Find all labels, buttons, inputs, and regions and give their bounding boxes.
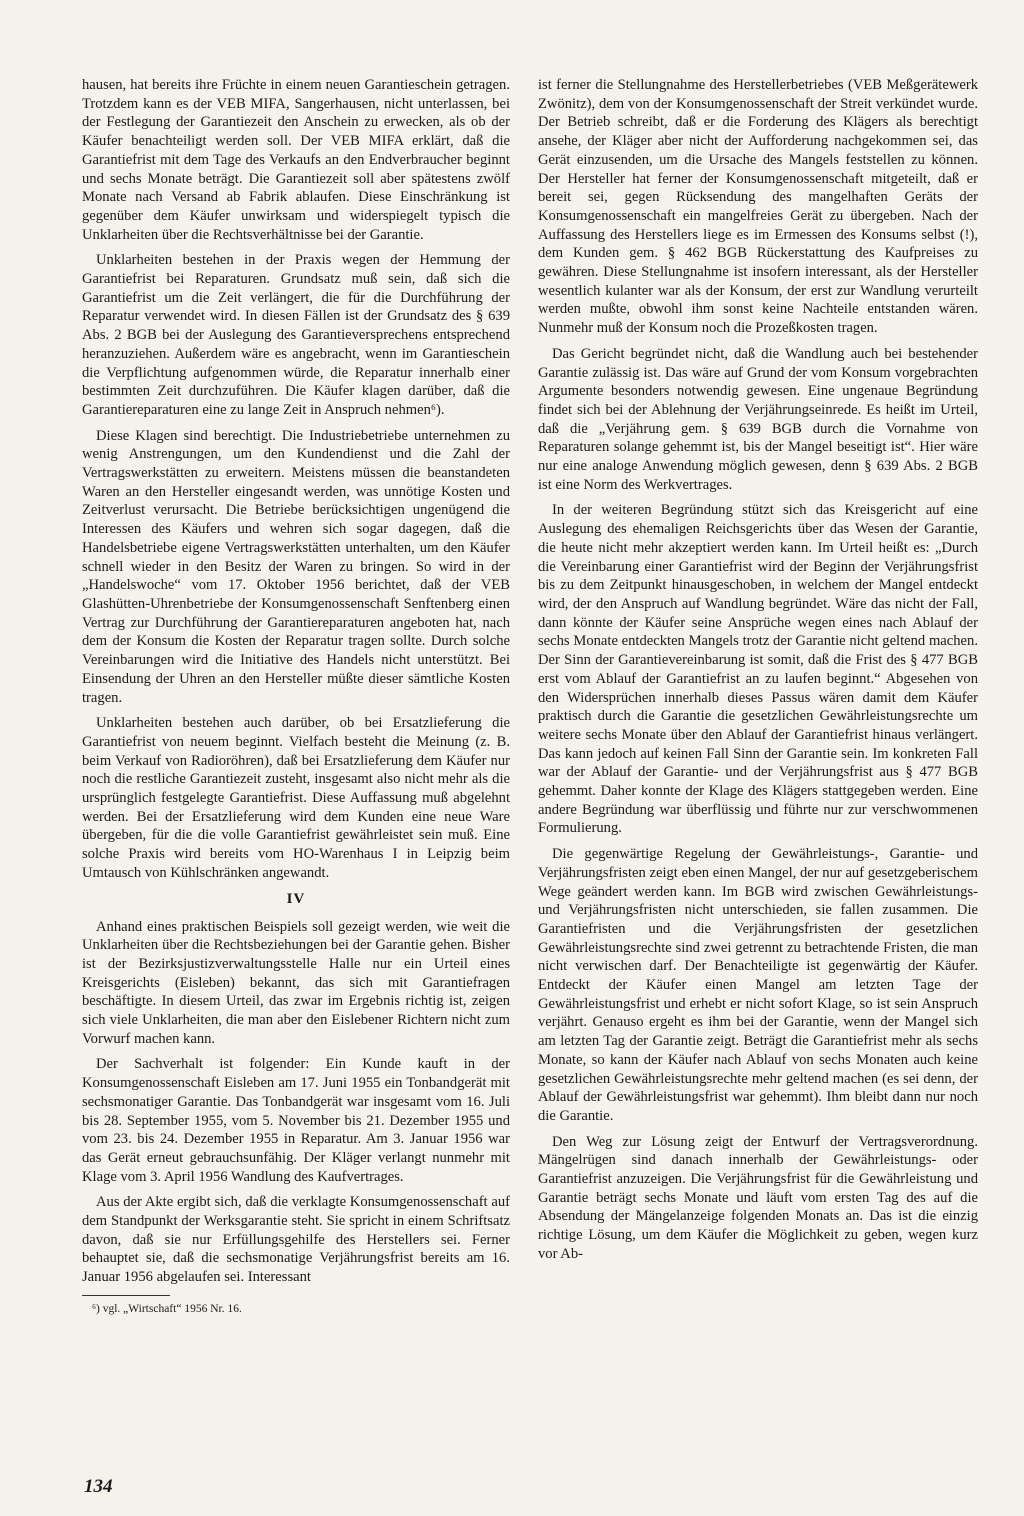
paragraph: Der Sachverhalt ist folgender: Ein Kunde kauft in der Konsumgenossenschaft Eisleben am 17. Juni 1955 ein Tonbandgerät mit sechsmonatiger Garantie. Das Tonbandgerät war insgesamt vom 16. Juli bis 28. September 1955, vom 5. November bis 21. Dezember 1955 und vom 23. bis 24. Dezember 1955 in Reparatur. Am 3. Januar 1956 war das Gerät erneut gebrauchsunfähig. Der Kläger verlangt nunmehr mit Klage vom 3. April 1956 Wandlung des Kaufvertrages. [82, 1056, 510, 1185]
paragraph: Aus der Akte ergibt sich, daß die verklagte Konsumgenossenschaft auf dem Standpunkt der Werksgarantie steht. Sie spricht in einem Schriftsatz davon, daß sie nur Erfüllungsgehilfe des Herstellers sei. Ferner behauptet sie, daß die sechsmonatige Verjährungsfrist bereits am 16. Januar 1956 abgelaufen sei. Interessant [82, 1194, 510, 1286]
paragraph: Unklarheiten bestehen in der Praxis wegen der Hemmung der Garantiefrist bei Reparaturen. Grundsatz muß sein, daß sich die Garantiefrist um die Zeit verlängert, die für die Durchführung der Reparatur verwendet wird. In diesen Fällen ist der Grundsatz des § 639 Abs. 2 BGB bei der Auslegung des Garantieversprechens entsprechend heranzuziehen. Außerdem wäre es angebracht, wenn im Garantieschein die Verpflichtung aufgenommen würde, die Reparatur innerhalb einer bestimmten Zeit durchzuführen. Die Käufer klagen darüber, daß die Garantiereparaturen eine zu lange Zeit in Anspruch nehmen⁶). [82, 252, 510, 418]
footnote: ⁶) vgl. „Wirtschaft“ 1956 Nr. 16. [92, 1302, 242, 1315]
footnote-divider [82, 1295, 170, 1296]
paragraph: Den Weg zur Lösung zeigt der Entwurf der Vertragsverordnung. Mängelrügen sind danach innerhalb der Gewährleistungs- oder Garantiefrist anzuzeigen. Die Verjährungsfrist für die Gewährleistung und Garantie beträgt sechs Monate und läuft vom ersten Tag des auf die Absendung der Mängelanzeige folgenden Monats an. Das ist die einzig richtige Lösung, um dem Käufer die Möglichkeit zu geben, wegen kurz vor Ab- [538, 1133, 978, 1262]
paragraph: hausen, hat bereits ihre Früchte in einem neuen Garantieschein getragen. Trotzdem kann es der VEB MIFA, Sangerhausen, nicht unterlassen, bei der Festlegung der Garantiezeit den Anschein zu erwecken, als ob der Käufer benachteiligt werden soll. Der VEB MIFA erklärt, daß die Garantiefrist mit dem Tage des Verkaufs an den Endverbraucher beginnt und sechs Monate beträgt. Die Garantiezeit soll aber spätestens zwölf Monate nach Versand ab Fabrik ablaufen. Diese Einschränkung ist gegenüber dem Käufer unwirksam und widerspiegelt typisch die Unklarheiten über die Rechtsverhältnisse bei der Garantie. [82, 77, 510, 243]
paragraph: In der weiteren Begründung stützt sich das Kreisgericht auf eine Auslegung des ehemaligen Reichsgerichts über das Wesen der Garantie, die heute nicht mehr akzeptiert werden kann. Im Urteil heißt es: „Durch die Vereinbarung einer Garantiefrist wird der Beginn der Verjährungsfrist bis zu dem Zeitpunkt hinausgeschoben, in welchem der Mangel entdeckt wird, der den Anspruch auf Wandlung begründet. Wäre das nicht der Fall, dann könnte der Käufer seine Ansprüche wegen eines nach Ablauf der sechs Monate entdeckten Mangels trotz der Garantie nicht geltend machen. Der Sinn der Garantievereinbarung ist somit, daß die Frist des § 477 BGB erst vom Ablauf der Garantiefrist an zu laufen beginnt.“ Abgesehen von den Widersprüchen innerhalb dieses Passus wären damit dem Käufer praktisch durch die Garantie die gesetzlichen Gewährleistungsrechte um weitere sechs Monate über den Ablauf der Garantiefrist hinaus verlängert. Das kann jedoch auf keinen Fall Sinn der Garantie sein. Im konkreten Fall war der Ablauf der Garantie- und der Verjährungsfrist aus § 477 BGB gehemmt. Daher konnte der Klage des Klägers stattgegeben werden. Eine andere Begründung war überflüssig und führte nur zur verschwommenen Formulierung. [538, 502, 978, 837]
section-heading: IV [286, 890, 306, 907]
paragraph: Diese Klagen sind berechtigt. Die Industriebetriebe unternehmen zu wenig Anstrengungen, um den Kundendienst und die Zahl der Vertragswerkstätten zu erweitern. Meistens müssen die beanstandeten Waren an den Hersteller eingesandt werden, was unnötige Kosten und Zeitverlust verursacht. Die Betriebe berücksichtigen ungenügend die Interessen des Käufers und wehren sich sogar dagegen, daß die Handelsbetriebe eigene Vertragswerkstätten unterhalten, um den Käufer schnell wieder in den Besitz der Waren zu bringen. So wird in der „Handelswoche“ vom 17. Oktober 1956 berichtet, daß der VEB Glashütten-Uhrenbetriebe der Konsumgenossenschaft Senftenberg einen Vertrag zur Durchführung der Garantiereparaturen angeboten hat, nach dem der Konsum die Kosten der Reparatur tragen sollte. Durch solche Vereinbarungen wird die Initiative des Handels nicht unterstützt. Bei Einsendung der Uhren an den Hersteller müßte dieser sämtliche Kosten tragen. [82, 427, 510, 706]
paragraph: Das Gericht begründet nicht, daß die Wandlung auch bei bestehender Garantie zulässig ist. Das wäre auf Grund der vom Konsum vorgebrachten Argumente besonders notwendig gewesen. Eine ungenaue Begründung findet sich bei der Ablehnung der Verjährungseinrede. Es heißt im Urteil, daß die „Verjährung gem. § 639 BGB durch die Vornahme von Reparaturen solange gehemmt ist, bis der Mangel beseitigt ist“. Hier wäre nur eine analoge Anwendung möglich gewesen, denn § 639 Abs. 2 BGB ist eine Norm des Werkvertrages. [538, 345, 978, 493]
paragraph: ist ferner die Stellungnahme des Herstellerbetriebes (VEB Meßgerätewerk Zwönitz), dem von der Konsumgenossenschaft der Streit verkündet wurde. Der Betrieb schreibt, daß er die Forderung des Klägers als berechtigt ansehe, der Kläger aber nicht der Aufforderung nachgekommen sei, das Gerät einzusenden, um die Ursache des Mangels feststellen zu können. Der Hersteller hat ferner der Konsumgenossenschaft mitgeteilt, daß er bereit sei, gegen Rücksendung des mangelhaften Geräts der Konsumgenossenschaft ein mangelfreies Gerät zu übergeben. Nach der Auffassung des Herstellers liege es im Ermessen des Konsums selbst (!), dem Kunden gem. § 462 BGB Rückerstattung des Kaufpreises zu gewähren. Diese Stellungnahme ist insofern interessant, als der Hersteller wesentlich kulanter war als der Konsum, der erst zur Wandlung verurteilt werden mußte, obwohl ihm sonst keine Nachteile entstanden wären. Nunmehr muß der Konsum noch die Prozeßkosten tragen. [538, 77, 978, 337]
paragraph: Die gegenwärtige Regelung der Gewährleistungs-, Garantie- und Verjährungsfristen zeigt eben einen Mangel, der nur auf gesetzgeberischem Wege geändert werden kann. Im BGB wird zwischen Gewährleistungs- und Verjährungsfristen nicht unterschieden, sie fallen zusammen. Die Garantiefristen und die Verjährungsfristen der gesetzlichen Gewährleistungsrechte sind zwei getrennt zu betrachtende Fristen, die man nicht verwischen darf. Der Benachteiligte ist gegenwärtig der Käufer. Entdeckt der Käufer einen Mangel am letzten Tage der Gewährleistungsfrist und erhebt er nicht sofort Klage, so ist sein Anspruch verjährt. Genauso ergeht es ihm bei der Garantie, wenn der Mangel sich am letzten Tag der Garantie zeigt. Beträgt die Garantiefrist mehr als sechs Monate, so kann der Käufer nach Ablauf von sechs Monaten auch keine gesetzlichen Gewährleistungsrechte mehr geltend machen (es sei denn, der Ablauf der Gewährleistungsfrist war gehemmt). Ihm bleibt dann nur noch die Garantie. [538, 846, 978, 1124]
left-column [82, 76, 510, 1317]
page-number: 134 [84, 1476, 113, 1497]
paragraph: Anhand eines praktischen Beispiels soll gezeigt werden, wie weit die Unklarheiten über die Rechtsbeziehungen bei der Garantie gehen. Bisher ist der Bezirksjustizverwaltungsstelle Halle nur ein Urteil eines Kreisgerichts (Eisleben) bekannt, das sich mit Garantiefragen beschäftigte. In diesem Urteil, das zwar im Ergebnis richtig ist, zeigen sich viele Unklarheiten, die man aber den Eislebener Richtern nicht zum Vorwurf machen kann. [82, 918, 510, 1047]
paragraph: Unklarheiten bestehen auch darüber, ob bei Ersatzlieferung die Garantiefrist von neuem beginnt. Vielfach besteht die Meinung (z. B. beim Verkauf von Radioröhren), daß bei Ersatzlieferung dem Käufer nur noch die restliche Garantiezeit zusteht, insgesamt also nicht mehr als die ursprünglich festgelegte Garantiefrist. Diese Auffassung muß abgelehnt werden. Bei der Ersatzlieferung wird dem Kunden eine neue Ware übergeben, für die die volle Garantiefrist gewährleistet sein muß. Eine solche Praxis wird bereits vom HO-Warenhaus I in Leipzig beim Umtausch von Kühlschränken angewandt. [82, 715, 510, 881]
right-column [538, 76, 978, 1271]
